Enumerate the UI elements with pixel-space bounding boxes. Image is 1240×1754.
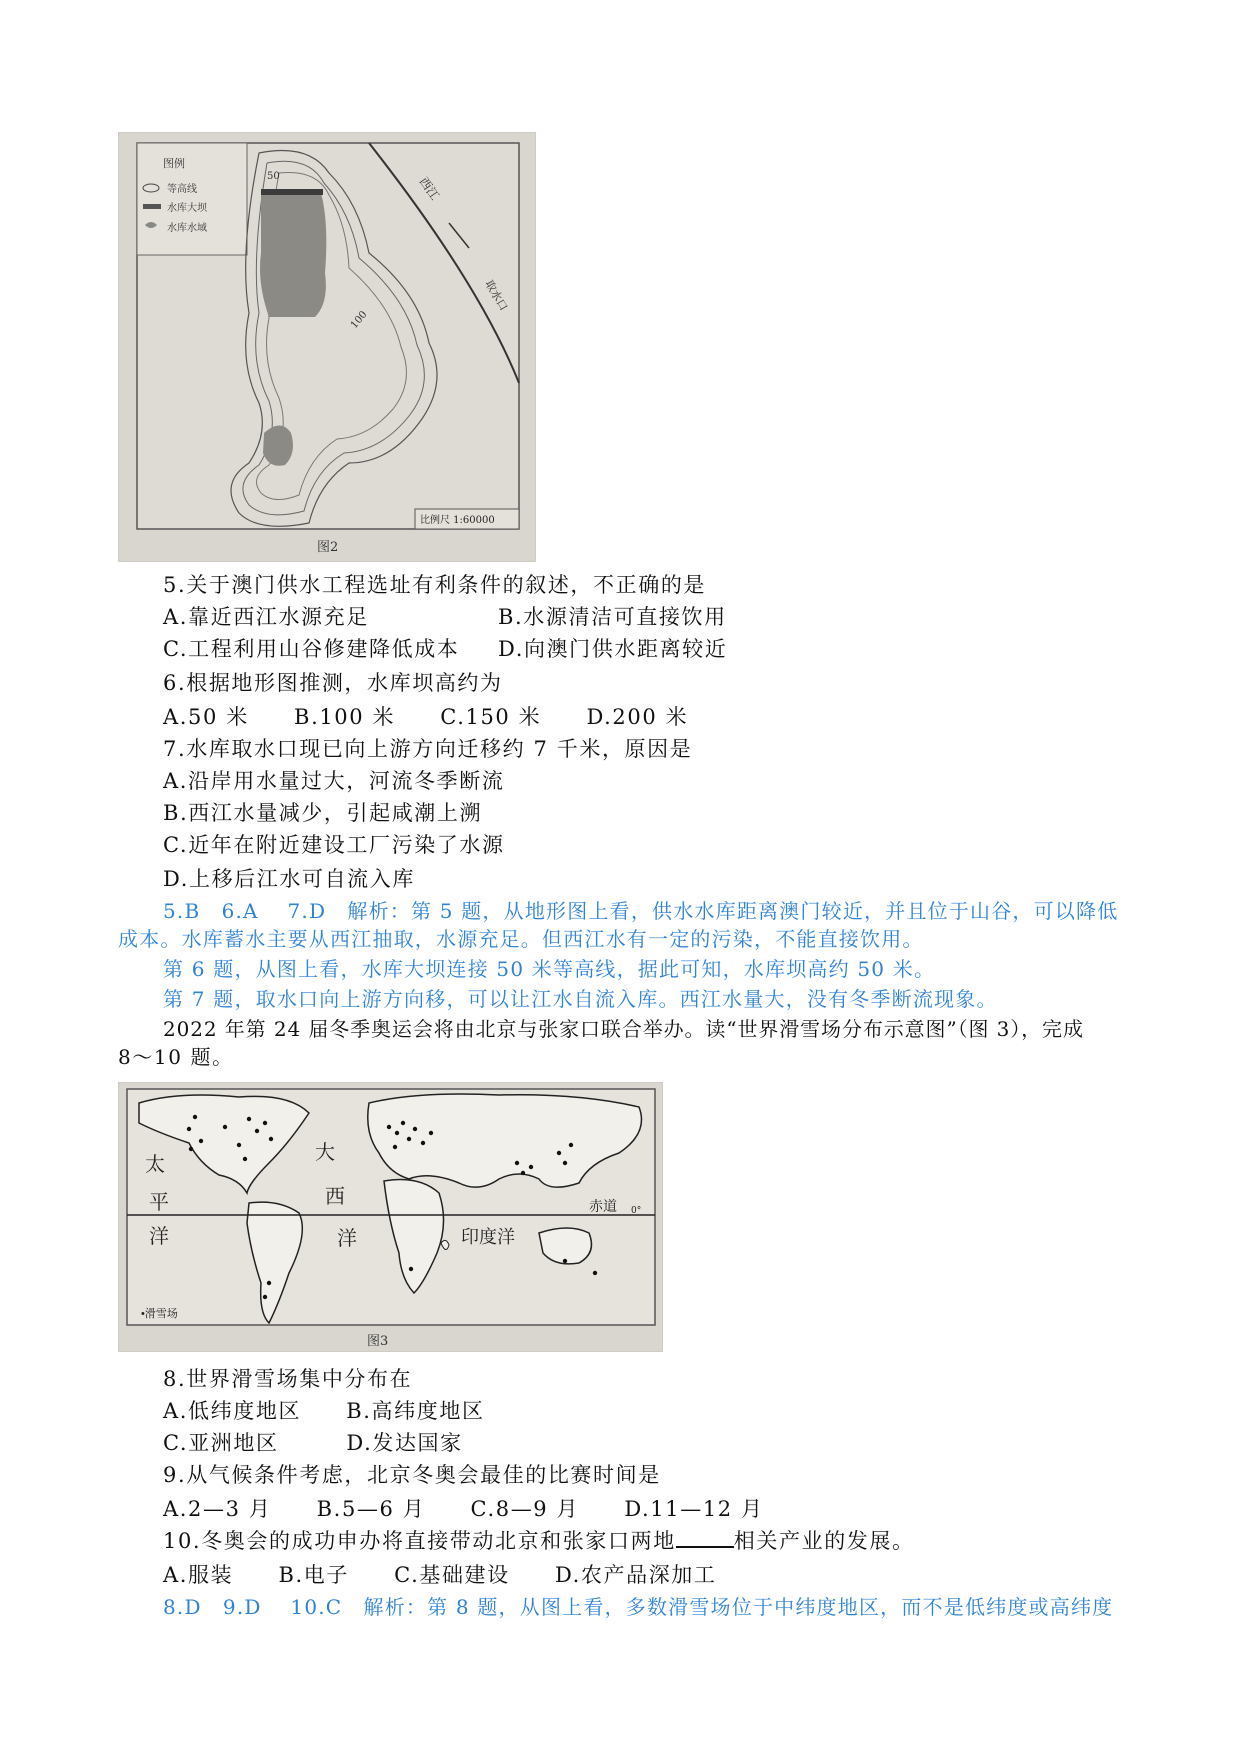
river-label: 西江: [416, 174, 442, 203]
reservoir-dam: [261, 189, 323, 195]
q7-option-d: D.上移后江水可自流入库: [163, 867, 415, 891]
q5-option-c: C.工程利用山谷修建降低成本: [163, 637, 460, 661]
reservoir-water-lower: [263, 426, 293, 466]
intro-line2: 8～10 题。: [118, 1045, 234, 1069]
question-8-stem: 8.世界滑雪场集中分布在: [163, 1367, 413, 1391]
contour-label-50: 50: [267, 171, 280, 182]
question-7-stem: 7.水库取水口现已向上游方向迁移约 7 千米，原因是: [163, 737, 693, 761]
ski-resort-legend: •滑雪场: [141, 1308, 178, 1320]
q10-blank: [676, 1526, 734, 1548]
q7-option-c: C.近年在附近建设工厂污染了水源: [163, 833, 505, 857]
figure-3-world-map: [118, 1082, 663, 1352]
question-5-stem: 5.关于澳门供水工程选址有利条件的叙述，不正确的是: [163, 573, 707, 597]
scale-label: 比例尺 1:60000: [420, 515, 495, 526]
q10-stem-before: 10.冬奥会的成功申办将直接带动北京和张家口两地: [163, 1529, 676, 1553]
reservoir-water: [260, 193, 326, 317]
answer-5-7-line1: 5.B 6.A 7.D 解析：第 5 题，从地形图上看，供水水库距离澳门较近，并且位于山谷，可以降低: [163, 899, 1119, 923]
legend-item-contour: 等高线: [167, 184, 197, 195]
legend-item-water: 水库水域: [167, 223, 207, 234]
figure-2-topographic-map: [118, 132, 536, 562]
ocean-label-ping: 平: [149, 1192, 169, 1214]
q7-option-a: A.沿岸用水量过大，河流冬季断流: [163, 769, 505, 793]
world-map-drawing: [119, 1083, 662, 1351]
answer-5-7-line2: 成本。水库蓄水主要从西江抽取，水源充足。但西江水有一定的污染，不能直接饮用。: [118, 927, 924, 951]
equator-label: 赤道: [589, 1198, 617, 1214]
question-6-stem: 6.根据地形图推测，水库坝高约为: [163, 671, 503, 695]
ocean-label-tai: 太: [145, 1154, 165, 1176]
question-6-options: A.50 米 B.100 米 C.150 米 D.200 米: [163, 705, 689, 729]
ocean-label-da: 大: [315, 1142, 335, 1164]
q5-option-d: D.向澳门供水距离较近: [498, 637, 728, 661]
figure-3-caption: 图3: [367, 1334, 389, 1349]
q10-stem-after: 相关产业的发展。: [733, 1529, 915, 1553]
question-10-stem: [0, 1526, 915, 1556]
zero-degree-label: 0°: [631, 1206, 642, 1216]
question-10-options: A.服装 B.电子 C.基础建设 D.农产品深加工: [163, 1563, 717, 1587]
contour-label-100: 100: [348, 309, 370, 331]
q7-option-b: B.西江水量减少，引起咸潮上溯: [163, 801, 483, 825]
legend-item-dam: 水库大坝: [167, 203, 207, 214]
q5-option-b: B.水源清洁可直接饮用: [498, 605, 727, 629]
q8-options-ab: A.低纬度地区 B.高纬度地区: [163, 1399, 485, 1423]
figure-2-caption: 图2: [317, 540, 339, 555]
ocean-label-indian: 印度洋: [461, 1227, 515, 1247]
q8-options-cd: C.亚洲地区 D.发达国家: [163, 1431, 463, 1455]
ocean-label-yang-atlantic: 洋: [337, 1228, 357, 1250]
question-9-options: A.2—3 月 B.5—6 月 C.8—9 月 D.11—12 月: [163, 1497, 764, 1521]
topographic-map-drawing: [119, 133, 535, 561]
q5-option-a: A.靠近西江水源充足: [163, 605, 369, 629]
question-9-stem: 9.从气候条件考虑，北京冬奥会最佳的比赛时间是: [163, 1463, 661, 1487]
ocean-label-yang-pacific: 洋: [149, 1226, 169, 1248]
legend-title: 图例: [163, 157, 185, 170]
intake-label: 取水口: [482, 278, 511, 314]
dam-legend-icon: [143, 204, 161, 209]
answer-5-7-line3: 第 6 题，从图上看，水库大坝连接 50 米等高线，据此可知，水库坝高约 50 米。: [163, 957, 936, 981]
answer-5-7-line4: 第 7 题，取水口向上游方向移，可以让江水自流入库。西江水量大，没有冬季断流现象。: [163, 987, 998, 1011]
answer-8-10-line1: 8.D 9.D 10.C 解析：第 8 题，从图上看，多数滑雪场位于中纬度地区，而不是低纬度或高纬度: [163, 1595, 1114, 1619]
ocean-label-xi: 西: [325, 1186, 345, 1208]
intro-line1: 2022 年第 24 届冬季奥运会将由北京与张家口联合举办。读“世界滑雪场分布示意图”（图 3），完成: [163, 1017, 1084, 1041]
